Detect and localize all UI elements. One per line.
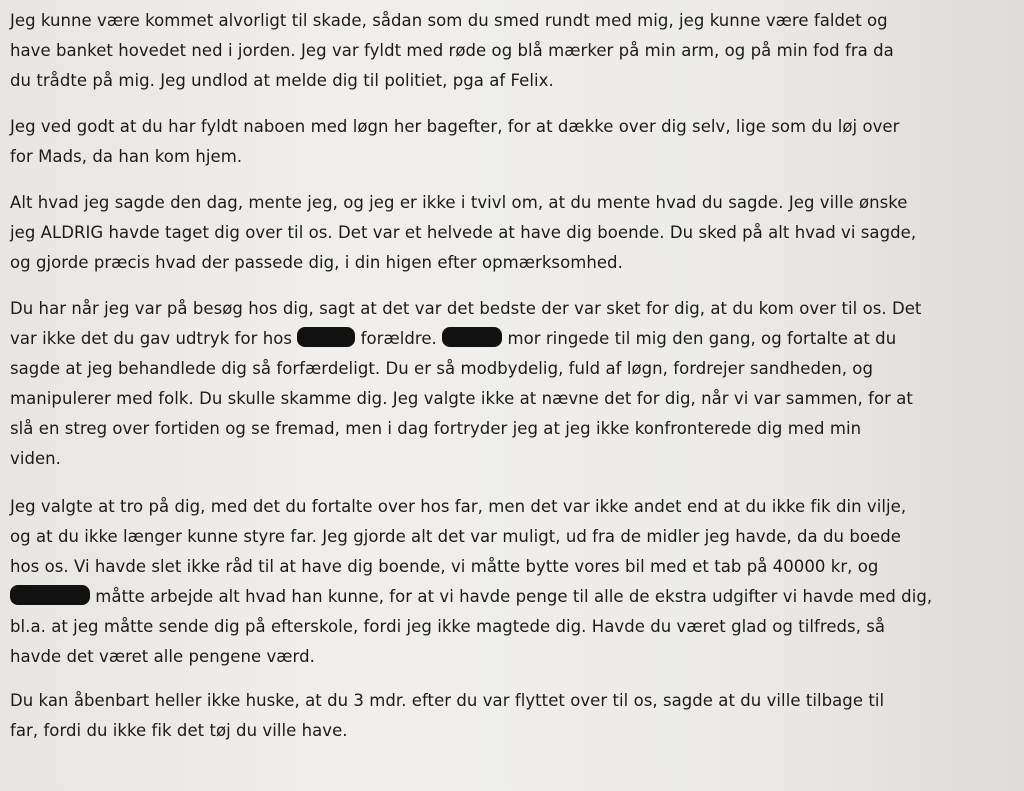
paragraph-2: [10, 112, 1024, 172]
redaction-mark: [10, 585, 90, 605]
text-line-with-redaction: [10, 582, 1024, 612]
redaction-mark: [297, 327, 355, 347]
text-line: have banket hovedet ned i jorden. Jeg var fyldt med røde og blå mærker på min arm, og på min fod fra da: [10, 41, 894, 60]
text-line: viden.: [10, 449, 61, 468]
text-line: Alt hvad jeg sagde den dag, mente jeg, og jeg er ikke i tvivl om, at du mente hvad du sagde. Jeg ville ønske: [10, 193, 908, 212]
text-line: Du kan åbenbart heller ikke huske, at du 3 mdr. efter du var flyttet over til os, sagde at du ville tilbage til: [10, 691, 885, 710]
text-fragment: forældre.: [360, 329, 437, 348]
text-line: bl.a. at jeg måtte sende dig på efterskole, fordi jeg ikke magtede dig. Havde du været glad og tilfreds, så: [10, 617, 886, 636]
text-line: jeg ALDRIG havde taget dig over til os. Det var et helvede at have dig boende. Du sked på alt hvad vi sagde,: [10, 223, 917, 242]
paragraph-4: [10, 294, 1024, 474]
text-line: og at du ikke længer kunne styre far. Jeg gjorde alt det var muligt, ud fra de midler jeg havde, da du boede: [10, 527, 901, 546]
text-line: Jeg ved godt at du har fyldt naboen med løgn her bagefter, for at dække over dig selv, lige som du løj over: [10, 117, 900, 136]
text-line: slå en streg over fortiden og se fremad, men i dag fortryder jeg at jeg ikke konfronterede dig med min: [10, 419, 862, 438]
text-line: sagde at jeg behandlede dig så forfærdeligt. Du er så modbydelig, fuld af løgn, fordrejer sandheden, og: [10, 359, 873, 378]
text-line: og gjorde præcis hvad der passede dig, i din higen efter opmærksomhed.: [10, 253, 623, 272]
text-line: far, fordi du ikke fik det tøj du ville have.: [10, 721, 348, 740]
text-line: Jeg kunne være kommet alvorligt til skade, sådan som du smed rundt med mig, jeg kunne være faldet og: [10, 11, 888, 30]
paragraph-3: [10, 188, 1024, 278]
paragraph-1: [10, 6, 1024, 96]
text-line: havde det været alle pengene værd.: [10, 647, 315, 666]
text-line-with-redactions: [10, 324, 1024, 354]
text-line: Du har når jeg var på besøg hos dig, sagt at det var det bedste der var sket for dig, at du kom over til os. Det: [10, 299, 922, 318]
text-line: for Mads, da han kom hjem.: [10, 147, 243, 166]
text-line: du trådte på mig. Jeg undlod at melde dig til politiet, pga af Felix.: [10, 71, 554, 90]
paragraph-5: [10, 492, 1024, 672]
text-line: Jeg valgte at tro på dig, med det du fortalte over hos far, men det var ikke andet end at du ikke fik din vilje,: [10, 497, 907, 516]
text-line: manipulerer med folk. Du skulle skamme dig. Jeg valgte ikke at nævne det for dig, når vi var sammen, for at: [10, 389, 913, 408]
paragraph-6: [10, 686, 1024, 746]
text-fragment: mor ringede til mig den gang, og fortalte at du: [507, 329, 897, 348]
text-fragment: måtte arbejde alt hvad han kunne, for at vi havde penge til alle de ekstra udgifter vi havde med dig,: [95, 587, 933, 606]
text-line: hos os. Vi havde slet ikke råd til at have dig boende, vi måtte bytte vores bil med et tab på 40000 kr, og: [10, 557, 879, 576]
text-fragment: var ikke det du gav udtryk for hos: [10, 329, 293, 348]
redaction-mark: [442, 327, 502, 347]
